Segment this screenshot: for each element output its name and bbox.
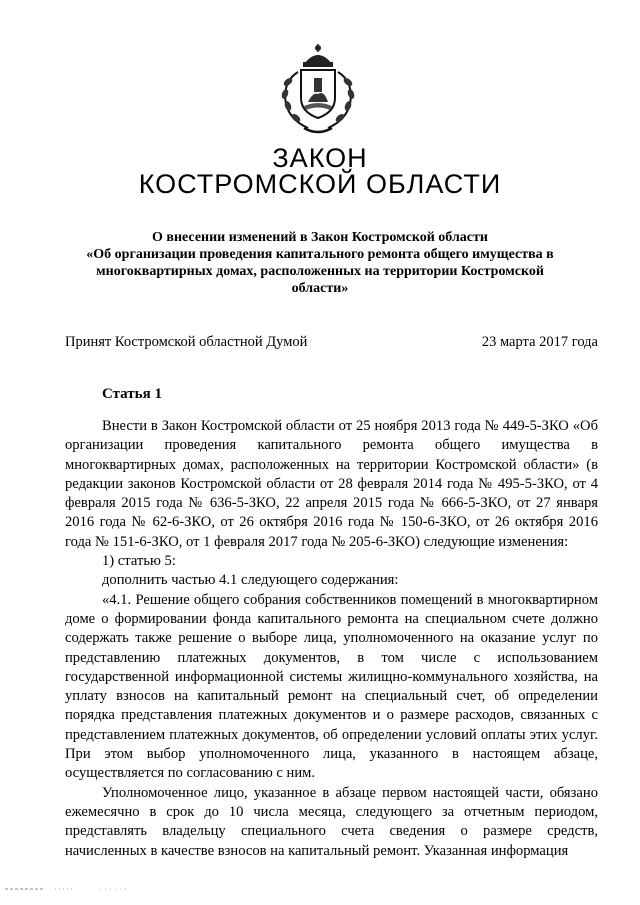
paragraph: 1) статью 5: xyxy=(102,553,176,570)
subject-line: «Об организации проведения капитального ремонта общего имущества в xyxy=(86,247,554,262)
article-body xyxy=(65,417,598,861)
region-title: КОСТРОМСКОЙ ОБЛАСТИ xyxy=(138,169,502,199)
adoption-date: 23 марта 2017 года xyxy=(481,334,598,350)
subject-line: области» xyxy=(291,281,349,296)
adoption-body: Принят Костромской областной Думой xyxy=(65,334,308,350)
law-title: ЗАКОН xyxy=(272,143,368,173)
paragraph: «4.1. Решение общего собрания собственников помещений в многоквартирном доме о формировании фонда капитального ремонта на специальном счете должно содержать также решение о выборе лица, уполномоченного на оказание услуг по представлению платежных документов, в том числе с использованием государственной информационной системы жилищно-коммунального хозяйства, на уплату взносов на капитальный ремонт на специальный счет, об определении порядка представления платежных документов и о размере расходов, связанных с представлением платежных документов, об определении условий оплаты этих услуг. При этом выбор уполномоченного лица, указанного в настоящем абзаце, осуществляется по согласованию с ним. xyxy=(65,591,598,782)
scan-artifact xyxy=(5,884,185,894)
coat-of-arms-icon xyxy=(268,42,368,140)
paragraph: дополнить частью 4.1 следующего содержания: xyxy=(102,572,399,589)
subject-line: многоквартирных домах, расположенных на территории Костромской xyxy=(96,264,544,279)
paragraph: Уполномоченное лицо, указанное в абзаце первом настоящей части, обязано ежемесячно в срок до 10 числа месяца, следующего за отчетным периодом, представлять владельцу специального счета сведения о размере средств, начисленных в качестве взносов на капитальный ремонт. Указанная информация xyxy=(65,784,598,859)
paragraph: Внести в Закон Костромской области от 25 ноября 2013 года № 449-5-ЗКО «Об организации проведения капитального ремонта общего имущества в многоквартирных домах, расположенных на территории Костромской области» (в редакции законов Костромской области от 28 февраля 2014 года № 495-5-ЗКО, от 4 февраля 2015 года № 636-5-ЗКО, 22 апреля 2015 года № 666-5-ЗКО, от 27 января 2016 года № 62-6-ЗКО, от 26 октября 2016 года № 150-6-ЗКО, от 26 октября 2016 года № 151-6-ЗКО, от 1 февраля 2017 года № 205-6-ЗКО) следующие изменения: xyxy=(65,418,598,550)
article-heading: Статья 1 xyxy=(102,386,162,402)
law-subject xyxy=(60,229,580,297)
subject-line: О внесении изменений в Закон Костромской области xyxy=(152,230,488,245)
